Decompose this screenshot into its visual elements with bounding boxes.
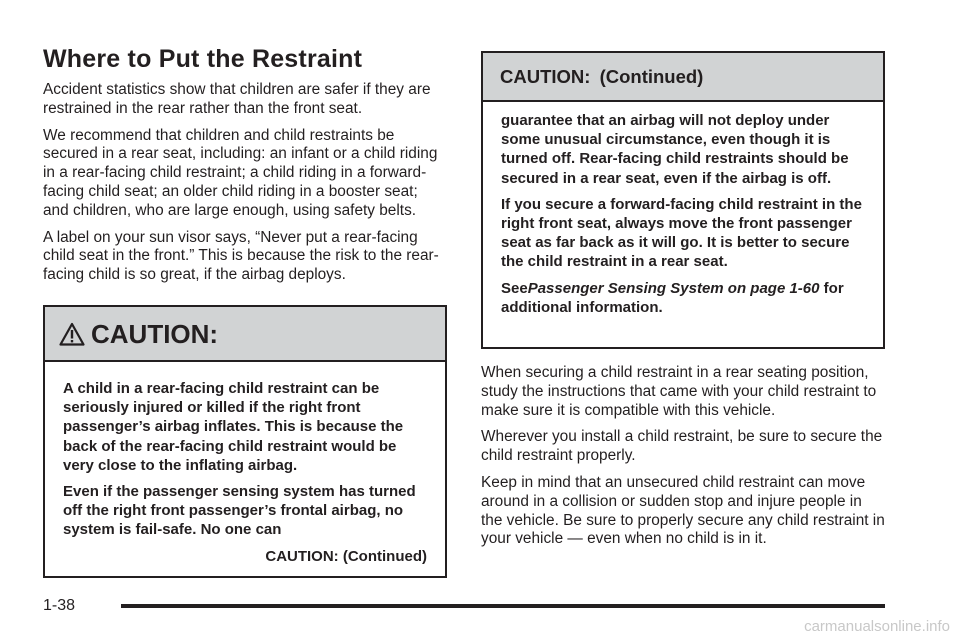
- caution-continued-header: [483, 53, 883, 102]
- cross-reference-link[interactable]: Passenger Sensing System on page 1-60: [527, 279, 820, 297]
- caution-continued-body: [483, 102, 883, 317]
- caution-continued-label: CAUTION: (Continued): [265, 547, 427, 565]
- caution-header: [45, 307, 445, 362]
- see-suffix: for additional information.: [501, 279, 844, 316]
- left-paragraph-2: We recommend that children and child restraints be secured in a rear seat, including: an infant or a child riding in a rear-facing child restraint; a child riding in a forward-facing child seat; an older child riding in a booster seat; and children, who are large enough, using safety belts.: [43, 126, 438, 219]
- page-number: 1-38: [43, 597, 76, 614]
- right-paragraph-2: Wherever you install a child restraint, be sure to secure the child restraint properly.: [481, 428, 883, 465]
- page-heading: Where to Put the Restraint: [43, 45, 363, 73]
- caution-see-reference: [501, 279, 865, 317]
- caution-continued-paragraph-2: If you secure a forward-facing child restraint in the right front seat, always move the front passenger seat as far back as it will go. It is better to secure the child restraint in a rear seat.: [501, 195, 862, 271]
- caution-body: [45, 362, 445, 566]
- caution-paragraph-2: Even if the passenger sensing system has turned off the right front passenger’s frontal airbag, no system is fail-safe. No one can: [63, 483, 416, 539]
- caution-box-right: [481, 51, 885, 349]
- caution-title: CAUTION:: [91, 318, 219, 349]
- caution-box-left: [43, 305, 447, 578]
- left-body-text: [43, 81, 447, 285]
- right-body-text: [481, 364, 887, 549]
- caution-paragraph-1: A child in a rear-facing child restraint can be seriously injured or killed if the right front passenger’s airbag inflates. This is because the back of the rear-facing child restraint would be very close to the inflating airbag.: [63, 380, 404, 474]
- caution-continued-title: CAUTION: (Continued): [500, 65, 704, 87]
- right-paragraph-3: Keep in mind that an unsecured child restraint can move around in a collision or sudden stop and injure people in the vehicle. Be sure to properly secure any child restraint in your vehicle — even when no child is in it.: [481, 473, 885, 548]
- watermark: carmanualsonline.info: [804, 618, 950, 635]
- caution-continued-paragraph-1: guarantee that an airbag will not deploy under some unusual circumstance, even though it is turned off. Rear-facing child restraints should be secured in a rear seat, even if the airbag is off.: [501, 112, 849, 187]
- right-paragraph-1: When securing a child restraint in a rear seating position, study the instructions that came with your child restraint to make sure it is compatible with this vehicle.: [481, 364, 877, 419]
- left-paragraph-3: A label on your sun visor says, “Never put a rear-facing child seat in the front.” This is because the risk to the rear-facing child is so great, if the airbag deploys.: [43, 228, 439, 284]
- left-paragraph-1: Accident statistics show that children are safer if they are restrained in the rear rather than the front seat.: [43, 81, 431, 117]
- footer-rule: [121, 604, 885, 608]
- warning-triangle-icon: [59, 322, 85, 346]
- see-prefix: See: [501, 279, 528, 297]
